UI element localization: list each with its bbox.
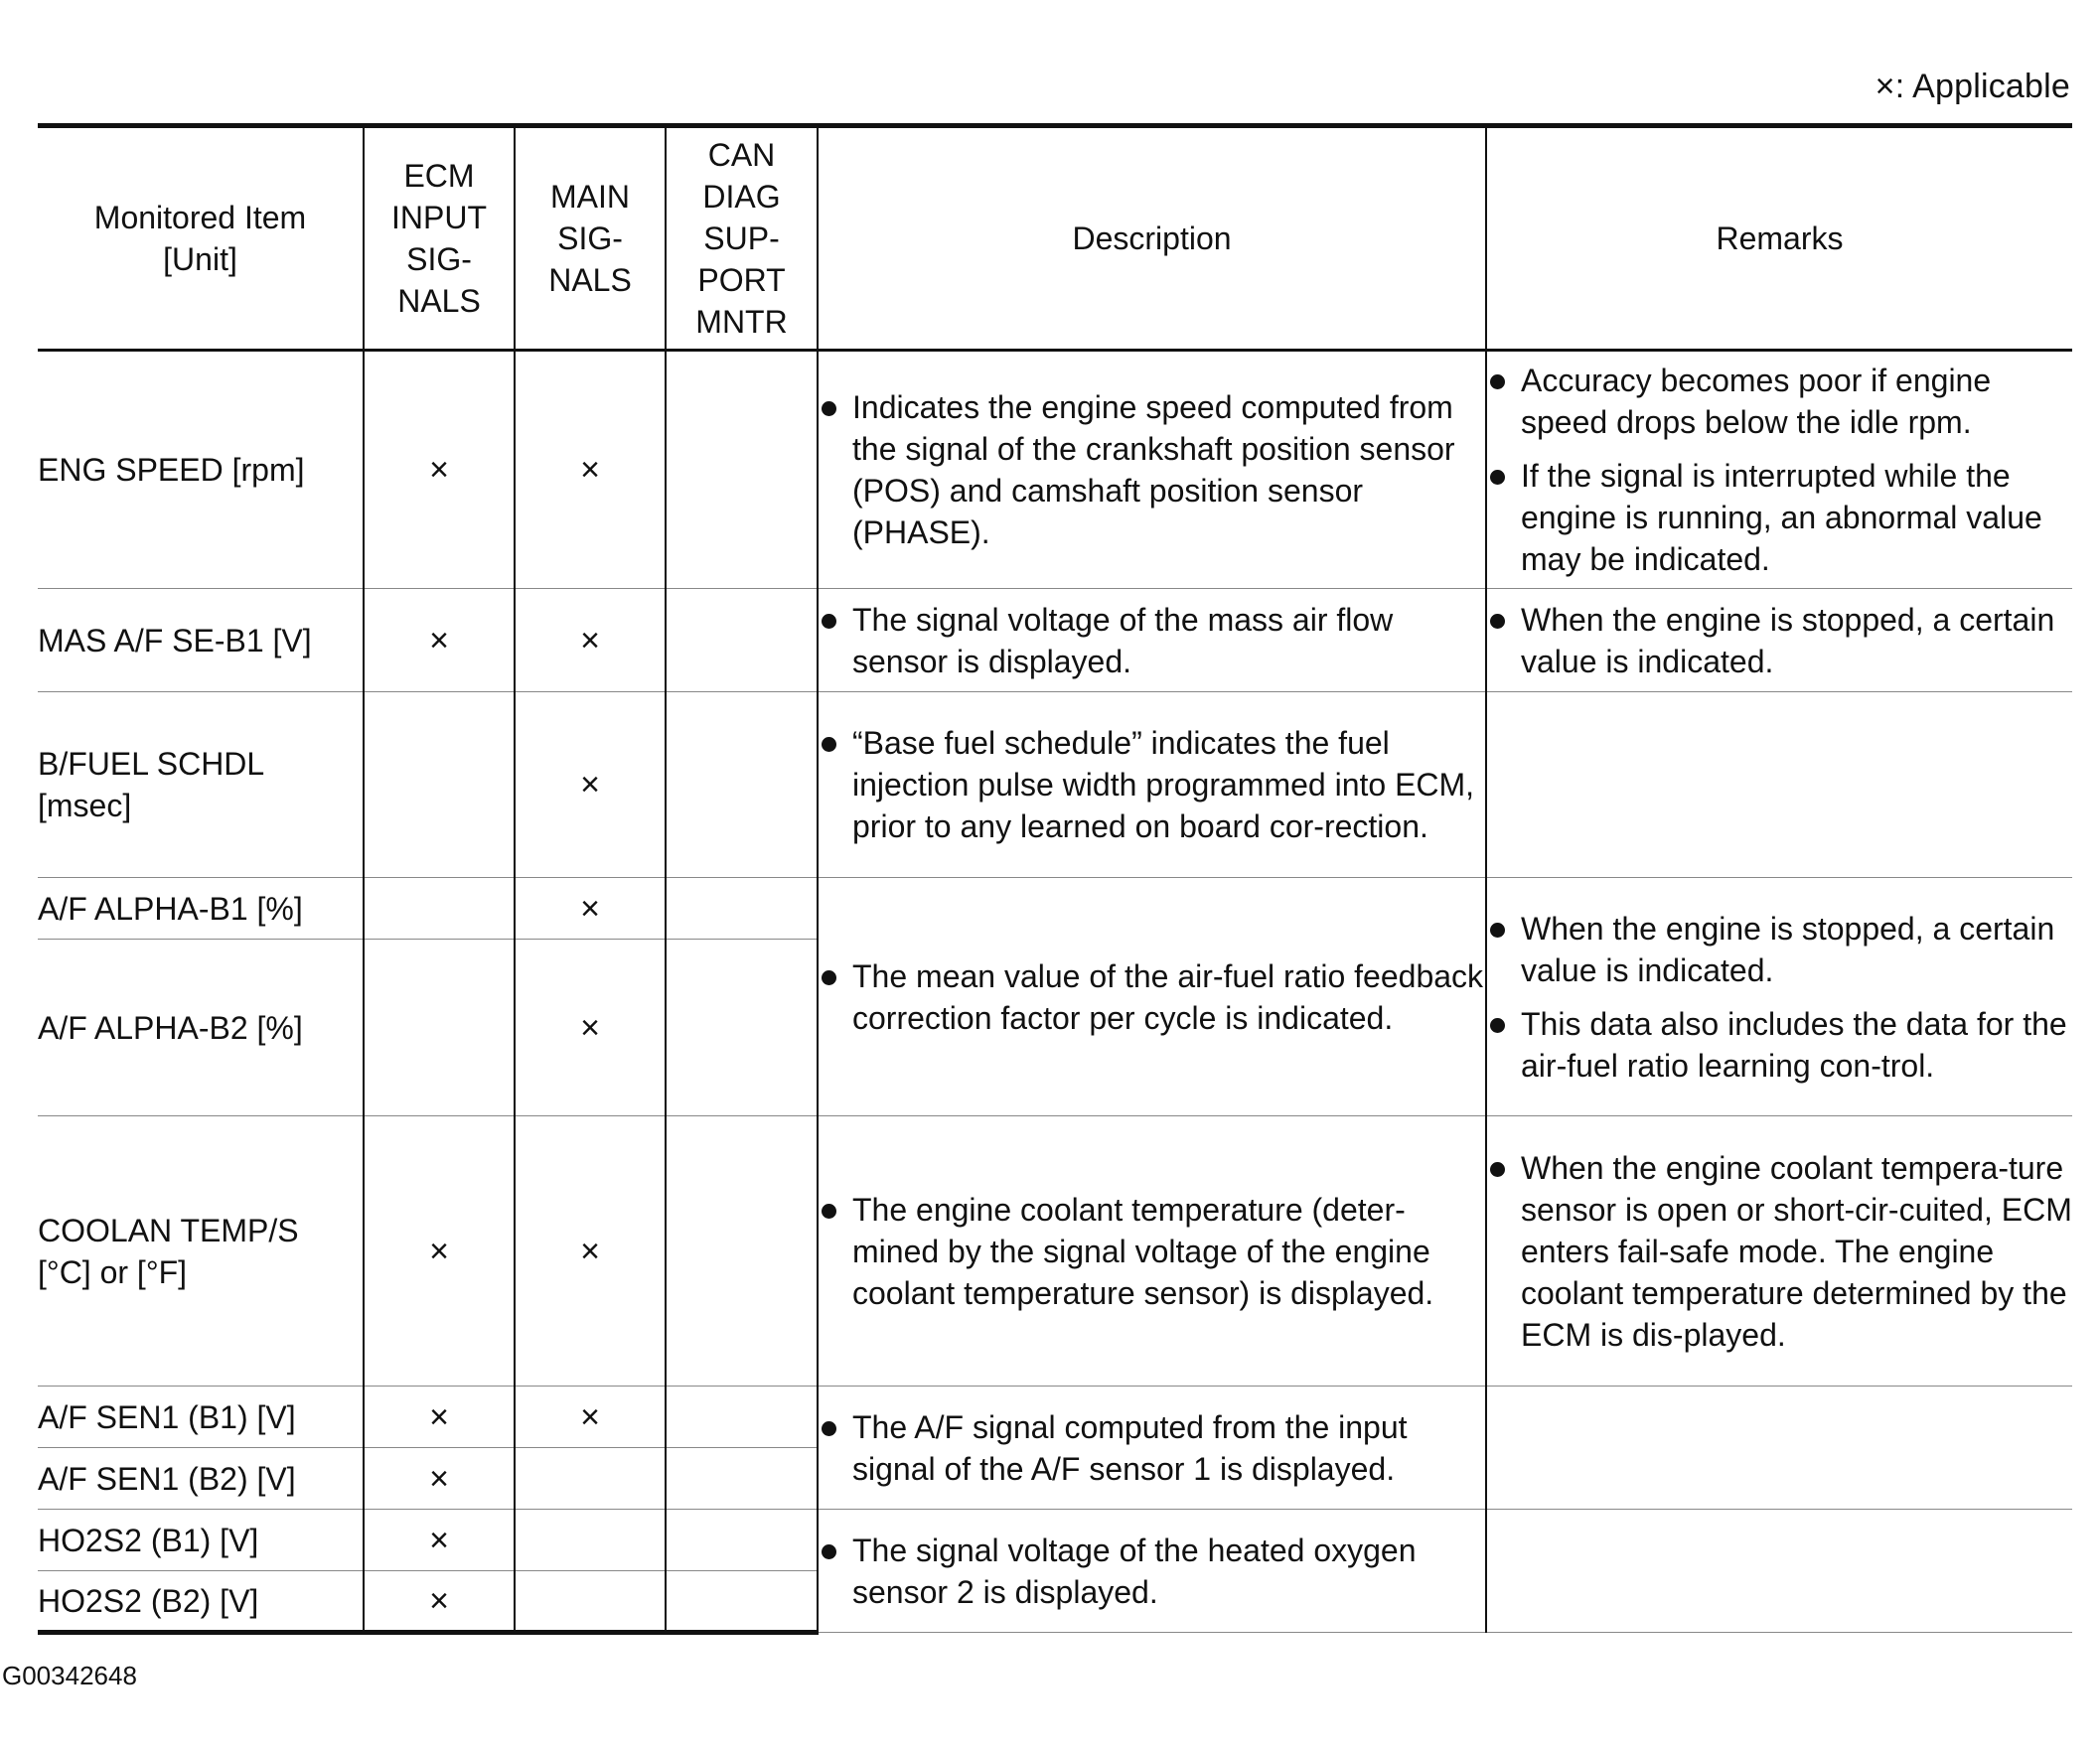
description-bullet: The signal voltage of the heated oxygen sensor 2 is displayed. bbox=[819, 1530, 1485, 1613]
main-signal-mark bbox=[515, 1571, 666, 1633]
description-bullet: The engine coolant temperature (deter-mined by the signal voltage of the engine coolant temperature sensor) is displayed. bbox=[819, 1189, 1485, 1314]
remark-bullet: When the engine coolant tempera-ture sensor is open or short-cir-cuited, ECM enters fail-safe mode. The engine coolant temperature determined by the ECM is dis-played. bbox=[1487, 1147, 2072, 1356]
header-line: SIG- bbox=[557, 220, 623, 256]
remarks-cell bbox=[1486, 589, 2072, 692]
header-ecm-input-signals bbox=[364, 126, 515, 351]
remark-bullet: Accuracy becomes poor if engine speed drops below the idle rpm. bbox=[1487, 360, 2072, 443]
main-signal-mark bbox=[515, 1510, 666, 1571]
header-line: INPUT bbox=[391, 200, 487, 235]
monitored-item: HO2S2 (B2) [V] bbox=[38, 1571, 364, 1633]
main-signal-mark bbox=[515, 1448, 666, 1510]
header-line: NALS bbox=[548, 262, 632, 298]
table-header-row bbox=[38, 126, 2072, 351]
description-cell bbox=[818, 589, 1486, 692]
item-line: B/FUEL SCHDL bbox=[38, 746, 265, 782]
header-can-diag-support-mntr bbox=[666, 126, 818, 351]
table-row bbox=[38, 1387, 2072, 1448]
table-row bbox=[38, 692, 2072, 878]
figure-id: G00342648 bbox=[2, 1661, 137, 1690]
header-line: MAIN bbox=[550, 179, 630, 215]
description-cell bbox=[818, 1116, 1486, 1387]
remarks-cell bbox=[1486, 1387, 2072, 1510]
header-line: NALS bbox=[397, 283, 481, 319]
header-line: CAN bbox=[707, 137, 776, 173]
applicable-legend: ×: Applicable bbox=[1875, 68, 2070, 105]
monitored-item: A/F ALPHA-B1 [%] bbox=[38, 878, 364, 940]
monitored-item: A/F ALPHA-B2 [%] bbox=[38, 940, 364, 1116]
header-line: SUP- bbox=[703, 220, 780, 256]
header-description: Description bbox=[818, 126, 1486, 351]
item-line: [msec] bbox=[38, 788, 132, 823]
header-remarks: Remarks bbox=[1486, 126, 2072, 351]
description-bullet: The mean value of the air-fuel ratio feedback correction factor per cycle is indicated. bbox=[819, 955, 1485, 1039]
table-row bbox=[38, 1116, 2072, 1387]
monitored-item: ENG SPEED [rpm] bbox=[38, 351, 364, 589]
ecm-input-mark: × bbox=[364, 1387, 515, 1448]
can-diag-mark bbox=[666, 692, 818, 878]
remarks-cell bbox=[1486, 1116, 2072, 1387]
header-main-signals bbox=[515, 126, 666, 351]
ecm-input-mark: × bbox=[364, 1448, 515, 1510]
remarks-cell bbox=[1486, 692, 2072, 878]
main-signal-mark: × bbox=[515, 940, 666, 1116]
item-line: [°C] or [°F] bbox=[38, 1253, 188, 1290]
header-line: PORT bbox=[697, 262, 786, 298]
header-item-line: Monitored Item bbox=[93, 200, 307, 235]
main-signal-mark: × bbox=[515, 878, 666, 940]
ecm-input-mark: × bbox=[364, 1116, 515, 1387]
ecm-input-mark: × bbox=[364, 1571, 515, 1633]
can-diag-mark bbox=[666, 1571, 818, 1633]
monitored-item: HO2S2 (B1) [V] bbox=[38, 1510, 364, 1571]
monitored-item: A/F SEN1 (B2) [V] bbox=[38, 1448, 364, 1510]
can-diag-mark bbox=[666, 940, 818, 1116]
header-line: MNTR bbox=[695, 304, 788, 340]
description-bullet: The signal voltage of the mass air flow sensor is displayed. bbox=[819, 599, 1485, 682]
description-cell bbox=[818, 1510, 1486, 1633]
can-diag-mark bbox=[666, 878, 818, 940]
ecm-input-mark bbox=[364, 692, 515, 878]
description-cell bbox=[818, 1387, 1486, 1510]
description-cell bbox=[818, 692, 1486, 878]
description-cell bbox=[818, 878, 1486, 1116]
header-monitored-item bbox=[38, 126, 364, 351]
ecm-input-mark: × bbox=[364, 1510, 515, 1571]
monitored-item: A/F SEN1 (B1) [V] bbox=[38, 1387, 364, 1448]
item-line: COOLAN TEMP/S bbox=[38, 1212, 299, 1248]
main-signal-mark: × bbox=[515, 1116, 666, 1387]
monitored-item bbox=[38, 1116, 364, 1387]
main-signal-mark: × bbox=[515, 589, 666, 692]
remarks-cell bbox=[1486, 351, 2072, 589]
remark-bullet: When the engine is stopped, a certain value is indicated. bbox=[1487, 908, 2072, 991]
main-signal-mark: × bbox=[515, 351, 666, 589]
header-line: SIG- bbox=[406, 241, 472, 277]
remark-bullet: This data also includes the data for the air-fuel ratio learning con-trol. bbox=[1487, 1003, 2072, 1087]
header-line: DIAG bbox=[702, 179, 781, 215]
can-diag-mark bbox=[666, 1116, 818, 1387]
remark-bullet: If the signal is interrupted while the engine is running, an abnormal value may be indicated. bbox=[1487, 455, 2072, 580]
main-signal-mark: × bbox=[515, 692, 666, 878]
can-diag-mark bbox=[666, 1387, 818, 1448]
table-row bbox=[38, 589, 2072, 692]
table-row bbox=[38, 351, 2072, 589]
can-diag-mark bbox=[666, 1510, 818, 1571]
ecm-input-mark bbox=[364, 940, 515, 1116]
remarks-cell bbox=[1486, 878, 2072, 1116]
description-cell bbox=[818, 351, 1486, 589]
monitored-item bbox=[38, 692, 364, 878]
can-diag-mark bbox=[666, 1448, 818, 1510]
remark-bullet: When the engine is stopped, a certain value is indicated. bbox=[1487, 599, 2072, 682]
main-signal-mark: × bbox=[515, 1387, 666, 1448]
ecm-input-mark: × bbox=[364, 589, 515, 692]
description-bullet: The A/F signal computed from the input signal of the A/F sensor 1 is displayed. bbox=[819, 1406, 1485, 1490]
remarks-cell bbox=[1486, 1510, 2072, 1633]
can-diag-mark bbox=[666, 589, 818, 692]
description-bullet: “Base fuel schedule” indicates the fuel injection pulse width programmed into ECM, prior to any learned on board cor-rection. bbox=[819, 722, 1485, 847]
header-unit-line: [Unit] bbox=[163, 241, 237, 277]
monitored-item: MAS A/F SE-B1 [V] bbox=[38, 589, 364, 692]
monitored-items-table bbox=[38, 123, 2072, 1635]
header-line: ECM bbox=[403, 158, 475, 194]
description-bullet: Indicates the engine speed computed from the signal of the crankshaft position sensor (POS) and camshaft position sensor (PHASE). bbox=[819, 386, 1485, 553]
ecm-input-mark: × bbox=[364, 351, 515, 589]
table-row bbox=[38, 878, 2072, 940]
can-diag-mark bbox=[666, 351, 818, 589]
ecm-input-mark bbox=[364, 878, 515, 940]
table-row bbox=[38, 1510, 2072, 1571]
